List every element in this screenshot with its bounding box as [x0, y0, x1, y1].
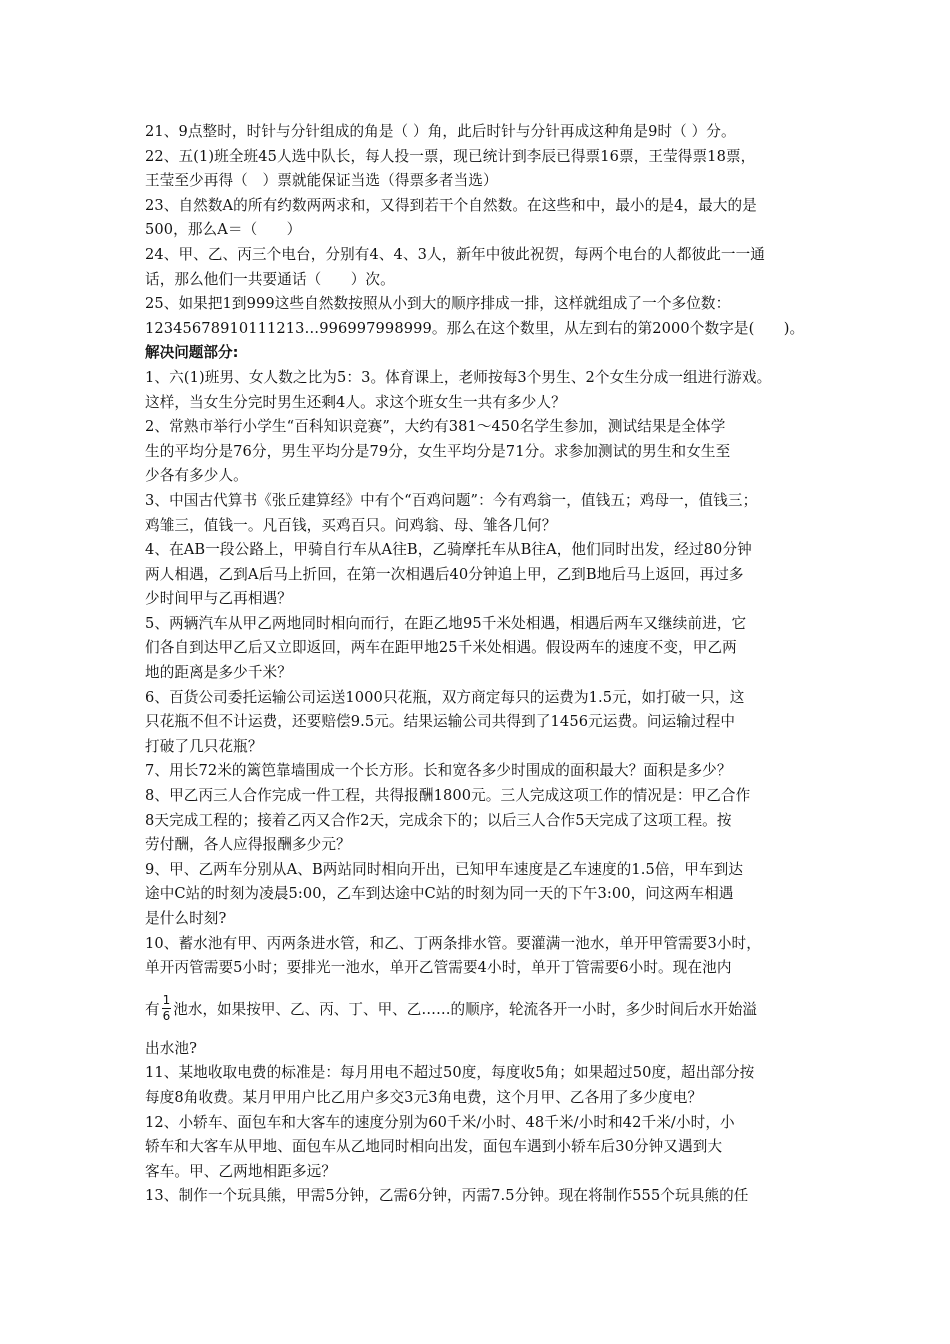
- question-line: 话，那么他们一共要通话（ ）次。: [145, 270, 395, 288]
- problem-line: 2、常熟市举行小学生“百科知识竞赛”，大约有381～450名学生参加，测试结果是全体学: [145, 418, 726, 436]
- question-line: 23、自然数A的所有约数两两求和，又得到若干个自然数。在这些和中，最小的是4，最大的是: [145, 196, 757, 214]
- problem-line: 客车。甲、乙两地相距多远？: [145, 1162, 337, 1180]
- question-line: 25、如果把1到999这些自然数按照从小到大的顺序排成一排，这样就组成了一个多位数：: [145, 295, 731, 313]
- problem-line: 两人相遇，乙到A后马上折回，在第一次相遇后40分钟追上甲，乙到B地后马上返回，再过多: [145, 565, 744, 583]
- question-line: 王莹至少再得（ ）票就能保证当选（得票多者当选）: [145, 172, 498, 190]
- problem-line: 13、制作一个玩具熊，甲需5分钟，乙需6分钟，丙需7.5分钟。现在将制作555个玩具熊的任: [145, 1187, 749, 1205]
- fraction: [162, 993, 172, 1024]
- problem-line: 少各有多少人。: [145, 467, 248, 485]
- problem-line: 少时间甲与乙再相遇？: [145, 590, 292, 608]
- question-line: 12345678910111213…996997998999。那么在这个数里，从左到右的第2000个数字是( )。: [145, 319, 805, 337]
- problem-line: 鸡雏三，值钱一。凡百钱，买鸡百只。问鸡翁、母、雏各几何？: [145, 516, 557, 534]
- problem-line: 11、某地收取电费的标准是：每月用电不超过50度，每度收5角；如果超过50度，超出部分按: [145, 1064, 755, 1082]
- problem-line: 1、六(1)班男、女人数之比为5：3。体育课上，老师按每3个男生、2个女生分成一组进行游戏。: [145, 368, 772, 386]
- problem-line: 12、小轿车、面包车和大客车的速度分别为60千米/小时、48千米/小时和42千米/小时，小: [145, 1113, 735, 1131]
- problem-line: 是什么时刻?: [145, 910, 227, 927]
- problem-line: 9、甲、乙两车分别从A、B两站同时相向开出，已知甲车速度是乙车速度的1.5倍，甲车到达: [145, 860, 744, 878]
- question-line: 22、五(1)班全班45人选中队长，每人投一票，现已统计到李辰已得票16票，王莹得票18票，: [145, 147, 756, 165]
- fraction-denominator: 6: [162, 1009, 171, 1024]
- problem-line: 地的距离是多少千米？: [145, 664, 292, 682]
- document-page: [145, 120, 817, 1209]
- section-heading: 解决问题部分:: [145, 344, 239, 362]
- question-line: 500，那么A＝（ ）: [145, 221, 302, 239]
- problem-line: 劳付酬，各人应得报酬多少元？: [145, 836, 351, 854]
- problem-line: 4、在AB一段公路上，甲骑自行车从A往B，乙骑摩托车从B往A，他们同时出发，经过80分钟: [145, 541, 752, 559]
- fraction-line-suffix: 池水，如果按甲、乙、丙、丁、甲、乙……的顺序，轮流各开一小时，多少时间后水开始溢: [173, 1001, 758, 1019]
- problem-line: 只花瓶不但不计运费，还要赔偿9.5元。结果运输公司共得到了1456元运费。问运输过程中: [145, 713, 736, 731]
- fraction-numerator: 1: [162, 993, 171, 1008]
- problem-line: 8、甲乙丙三人合作完成一件工程，共得报酬1800元。三人完成这项工作的情况是：甲乙合作: [145, 787, 751, 805]
- fraction-problem-line: [145, 981, 817, 1037]
- question-line: 24、甲、乙、丙三个电台，分别有4、4、3人，新年中彼此祝贺，每两个电台的人都彼此一一通: [145, 245, 765, 263]
- problem-line: 出水池?: [145, 1039, 198, 1057]
- problem-line: 3、中国古代算书《张丘建算经》中有个“百鸡问题”：今有鸡翁一，值钱五；鸡母一，值钱三；: [145, 491, 758, 509]
- question-line: 21、9点整时，时针与分针组成的角是（ ）角，此后时针与分针再成这种角是9时（ ）分。: [145, 123, 736, 140]
- problem-line: 们各自到达甲乙后又立即返回，两车在距甲地25千米处相遇。假设两车的速度不变，甲乙两: [145, 639, 737, 657]
- problem-line: 这样，当女生分完时男生还剩4人。求这个班女生一共有多少人？: [145, 393, 566, 411]
- word-problems: [145, 366, 817, 1209]
- problem-line: 轿车和大客车从甲地、面包车从乙地同时相向出发，面包车遇到小轿车后30分钟又遇到大: [145, 1138, 723, 1156]
- problem-line: 7、用长72米的篱笆靠墙围成一个长方形。长和宽各多少时围成的面积最大？面积是多少？: [145, 762, 732, 780]
- fraction-line-prefix: 有: [145, 1001, 160, 1019]
- problem-line: 10、蓄水池有甲、丙两条进水管，和乙、丁两条排水管。要灌满一池水，单开甲管需要3小时，: [145, 934, 761, 952]
- fill-in-questions: [145, 120, 817, 341]
- problem-line: 6、百货公司委托运输公司运送1000只花瓶，双方商定每只的运费为1.5元，如打破一只，这: [145, 688, 745, 706]
- problem-line: 生的平均分是76分，男生平均分是79分，女生平均分是71分。求参加测试的男生和女生至: [145, 442, 731, 460]
- problem-line: 5、两辆汽车从甲乙两地同时相向而行，在距乙地95千米处相遇，相遇后两车又继续前进，它: [145, 614, 747, 632]
- problem-line: 途中C站的时刻为凌晨5:00，乙车到达途中C站的时刻为同一天的下午3:00，问这两车相遇: [145, 885, 734, 903]
- problem-line: 打破了几只花瓶？: [145, 737, 263, 755]
- problem-line: 单开丙管需要5小时；要排光一池水，单开乙管需要4小时，单开丁管需要6小时。现在池内: [145, 959, 732, 977]
- problem-line: 8天完成工程的；接着乙丙又合作2天，完成余下的；以后三人合作5天完成了这项工程。按: [145, 811, 732, 829]
- problem-line: 每度8角收费。某月甲用户比乙用户多交3元3角电费，这个月甲、乙各用了多少度电？: [145, 1088, 703, 1106]
